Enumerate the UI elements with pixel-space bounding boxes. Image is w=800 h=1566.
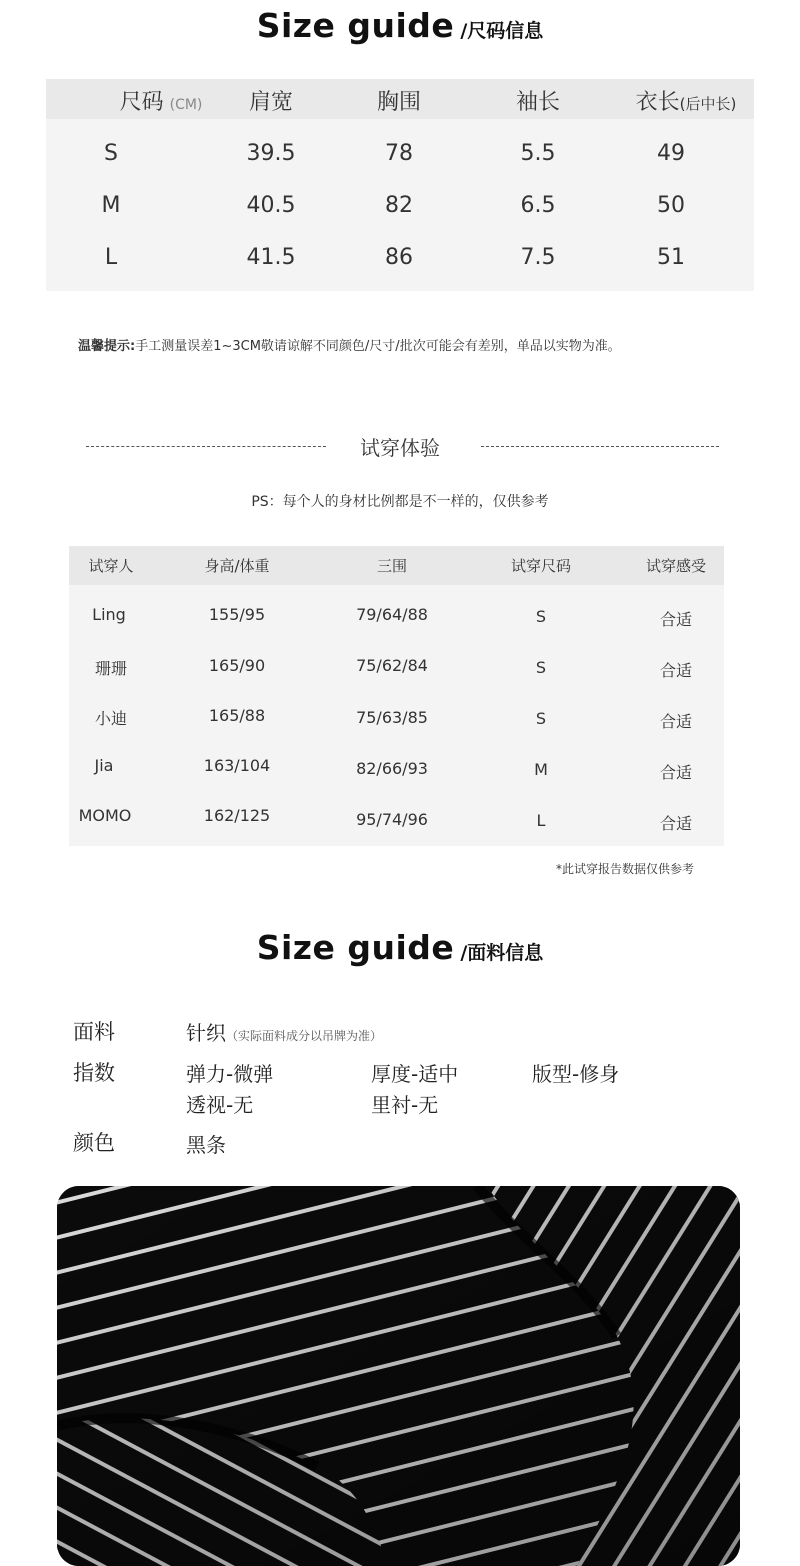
tryon-ps: PS：每个人的身材比例都是不一样的，仅供参考 <box>251 494 549 510</box>
title-en: Size guide <box>256 6 455 45</box>
index-lining: 里衬-无 <box>371 1093 439 1117</box>
row-s-chest: 78 <box>385 141 413 166</box>
tryon-row-4-size: M <box>534 760 548 779</box>
index-elastic: 弹力-微弹 <box>186 1062 274 1086</box>
tryon-row-3-person: 小迪 <box>94 709 127 728</box>
tryon-header-size: 试穿尺码 <box>510 557 571 575</box>
tryon-row-4-feeling: 合适 <box>659 763 692 782</box>
header-length <box>618 85 754 116</box>
tryon-row-2-hw: 165/90 <box>208 656 266 675</box>
tryon-header-person: 试穿人 <box>88 557 134 575</box>
row-s-shoulder: 39.5 <box>246 141 296 166</box>
row-s-size: S <box>104 141 118 166</box>
index-sheer: 透视-无 <box>186 1093 254 1117</box>
tryon-row-2-measure: 75/62/84 <box>356 656 428 675</box>
row-m-shoulder: 40.5 <box>246 193 296 218</box>
row-m-size: M <box>101 193 121 218</box>
tryon-row-1-feeling: 合适 <box>659 610 692 629</box>
tryon-footnote: *此试穿报告数据仅供参考 <box>556 862 695 876</box>
tryon-title: 试穿体验 <box>360 436 440 460</box>
row-l-length: 51 <box>657 245 685 270</box>
tryon-row-3-size: S <box>535 709 547 728</box>
tryon-row-5-size: L <box>536 811 546 830</box>
tryon-row-1-person: Ling <box>92 605 126 624</box>
tryon-row-5-person: MOMO <box>78 806 132 825</box>
color-label: 颜色 <box>73 1131 115 1155</box>
row-m-sleeve: 6.5 <box>520 193 556 218</box>
tryon-row-5-feeling: 合适 <box>659 814 692 833</box>
header-size-label: 尺码 <box>119 90 164 115</box>
header-sleeve: 袖长 <box>515 90 560 115</box>
material-text: 针织 <box>186 1021 226 1045</box>
header-size <box>86 85 236 116</box>
row-s-sleeve: 5.5 <box>520 141 556 166</box>
tryon-row-2-size: S <box>535 658 547 677</box>
size-table <box>46 79 754 291</box>
index-fit: 版型-修身 <box>532 1062 620 1086</box>
measure-note <box>78 335 621 354</box>
tryon-row-3-feeling: 合适 <box>659 712 692 731</box>
row-l-sleeve: 7.5 <box>520 245 556 270</box>
header-length-label: 衣长 <box>635 90 680 115</box>
divider-right <box>481 446 719 447</box>
tryon-row-3-measure: 75/63/85 <box>356 708 428 727</box>
fabric-guide-title <box>0 928 800 967</box>
material-value <box>186 1017 382 1046</box>
tryon-row-2-person: 珊珊 <box>94 659 127 678</box>
tryon-row-1-size: S <box>535 607 547 626</box>
size-guide-title <box>0 6 800 45</box>
row-s-length: 49 <box>657 141 685 166</box>
tryon-row-2-feeling: 合适 <box>659 661 692 680</box>
header-shoulder: 肩宽 <box>248 90 293 115</box>
header-unit: (CM) <box>169 97 203 113</box>
title-zh: /尺码信息 <box>460 20 544 42</box>
fabric-title-zh: /面料信息 <box>460 942 544 964</box>
tryon-header-height-weight: 身高/体重 <box>204 557 270 575</box>
row-m-chest: 82 <box>385 193 413 218</box>
tryon-header-measurements: 三围 <box>376 557 407 575</box>
index-label: 指数 <box>73 1061 115 1085</box>
header-chest: 胸围 <box>376 90 421 115</box>
header-length-note: (后中长) <box>679 95 737 113</box>
fabric-title-en: Size guide <box>256 928 455 967</box>
material-note: （实际面料成分以吊牌为准） <box>226 1029 383 1043</box>
tryon-row-4-person: Jia <box>94 756 114 775</box>
note-text: 手工测量误差1~3CM敬请谅解不同颜色/尺寸/批次可能会有差别，单品以实物为准。 <box>135 339 621 354</box>
row-l-size: L <box>104 245 118 270</box>
striped-knit-image <box>57 1186 740 1566</box>
tryon-table <box>69 546 724 846</box>
row-l-shoulder: 41.5 <box>246 245 296 270</box>
tryon-row-3-hw: 165/88 <box>208 706 266 725</box>
note-bold: 温馨提示: <box>78 339 136 354</box>
index-thickness: 厚度-适中 <box>371 1062 459 1086</box>
fabric-photo <box>57 1186 740 1566</box>
row-m-length: 50 <box>657 193 685 218</box>
tryon-row-4-hw: 163/104 <box>203 756 271 775</box>
tryon-row-1-hw: 155/95 <box>208 605 266 624</box>
tryon-row-5-measure: 95/74/96 <box>356 810 428 829</box>
tryon-header-feeling: 试穿感受 <box>645 557 706 575</box>
row-l-chest: 86 <box>385 245 413 270</box>
color-value: 黑条 <box>186 1133 226 1157</box>
tryon-row-4-measure: 82/66/93 <box>356 759 428 778</box>
tryon-row-1-measure: 79/64/88 <box>356 605 428 624</box>
tryon-row-5-hw: 162/125 <box>203 806 271 825</box>
material-label: 面料 <box>73 1020 115 1044</box>
